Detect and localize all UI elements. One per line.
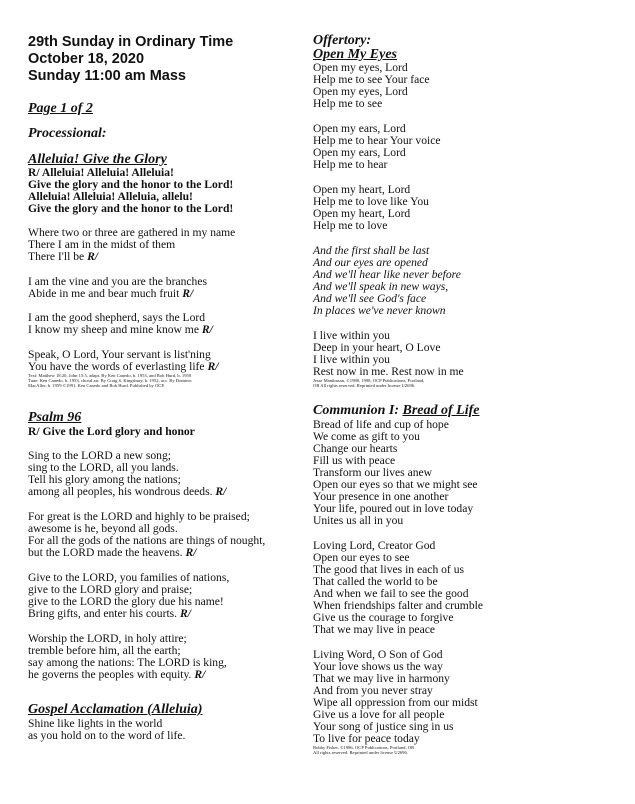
communion-line: To live for peace today: [313, 732, 420, 745]
offertory-italic-line: And the first shall be last: [313, 244, 430, 257]
gospel-line: as you hold on to the word of life.: [28, 729, 186, 742]
offertory-line: Deep in your heart, O Love: [313, 341, 441, 354]
offertory-line: Help me to see Your face: [313, 73, 430, 86]
gospel-acclamation-title: Gospel Acclamation (Alleluia): [28, 702, 203, 717]
offertory-italic-line: In places we've never known: [313, 304, 446, 317]
credit-line: All rights reserved. Reprinted under license U2696.: [313, 750, 408, 755]
offertory-line: I live within you: [313, 353, 390, 366]
psalm-line: give to the LORD the glory due his name!: [28, 595, 224, 608]
verse-line: You have the words of everlasting life R/: [28, 360, 219, 373]
offertory-line: Help me to love like You: [313, 195, 429, 208]
credit-line: OR All rights reserved. Reprinted under license U2696.: [313, 383, 416, 388]
offertory-line: Help me to hear: [313, 158, 388, 171]
credit-line: Jesse Manibusan, ©1988, 1998, OCP Publications, Portland,: [313, 378, 425, 383]
communion-line: Give us the courage to forgive: [313, 611, 454, 624]
psalm-line: For all the gods of the nations are things of nought,: [28, 534, 266, 547]
refrain-line: Give the glory and the honor to the Lord!: [28, 202, 234, 215]
communion-line: That we may live in harmony: [313, 672, 450, 685]
psalm-line: sing to the LORD, all you lands.: [28, 461, 179, 474]
offertory-italic-line: And we'll see God's face: [313, 292, 427, 305]
communion-line: Wipe all oppression from our midst: [313, 696, 478, 709]
offertory-line: Open my ears, Lord: [313, 122, 406, 135]
date: October 18, 2020: [28, 51, 145, 67]
communion-line: Transform our lives anew: [313, 466, 433, 479]
psalm-line: tremble before him, all the earth;: [28, 644, 181, 657]
offertory-italic-line: And we'll hear like never before: [313, 268, 461, 281]
verse-line: There I am in the midst of them: [28, 238, 176, 251]
offertory-song-title: Open My Eyes: [313, 47, 397, 62]
communion-line: When friendships falter and crumble: [313, 599, 483, 612]
page-label: Page 1 of 2: [28, 101, 93, 116]
offertory-line: Open my ears, Lord: [313, 146, 406, 159]
communion-line: Your life, poured out in love today: [313, 502, 474, 515]
offertory-italic-line: And our eyes are opened: [313, 256, 428, 269]
response-mark: R/: [194, 668, 206, 681]
psalm-line: awesome is he, beyond all gods.: [28, 522, 178, 535]
communion-song-title: Bread of Life: [402, 403, 480, 418]
psalm-line: say among the nations: The LORD is king,: [28, 656, 227, 669]
communion-line: The good that lives in each of us: [313, 563, 465, 576]
refrain-line: Alleluia! Alleluia! Alleluia, allelu!: [28, 190, 193, 203]
offertory-line: Open my eyes, Lord: [313, 85, 408, 98]
communion-line: And when we fail to see the good: [313, 587, 469, 600]
offertory-line: Open my heart, Lord: [313, 183, 411, 196]
psalm-line: give to the LORD glory and praise;: [28, 583, 193, 596]
communion-line: Your love shows us the way: [313, 660, 443, 673]
gospel-line: Shine like lights in the world: [28, 717, 163, 730]
offertory-line: Help me to see: [313, 97, 383, 110]
verse-line: Where two or three are gathered in my name: [28, 226, 236, 239]
credit-line: Bobby Fisher, ©1986, OCP Publications, Portland, OR: [313, 745, 415, 750]
refrain-line: Give the glory and the honor to the Lord!: [28, 178, 234, 191]
credit-line: MacAller, b. 1959 ©1991, Ken Canedo and Bob Hurd. Published by OCP.: [28, 383, 165, 388]
credit-line: Text: Matthew 18:20, John 15:5, adapt. By Ken Canedo, b. 1953, and Bob Hurd, b. 1950: [28, 373, 192, 378]
communion-heading: Communion I: Bread of Life: [313, 403, 480, 418]
response-mark: R/: [182, 287, 194, 300]
communion-line: Your song of justice sing in us: [313, 720, 454, 733]
communion-line: Fill us with peace: [313, 454, 396, 467]
offertory-line: Help me to love: [313, 219, 388, 232]
response-mark: R/: [207, 360, 219, 373]
offertory-heading: Offertory:: [313, 33, 372, 48]
processional-song-title: Alleluia! Give the Glory: [28, 152, 167, 167]
communion-line: Your presence in one another: [313, 490, 449, 503]
offertory-line: Help me to hear Your voice: [313, 134, 441, 147]
psalm-line: For great is the LORD and highly to be praised;: [28, 510, 250, 523]
communion-line: Unites us all in you: [313, 514, 404, 527]
psalm-line: he governs the peoples with equity. R/: [28, 668, 206, 681]
verse-line: I know my sheep and mine know me R/: [28, 323, 213, 336]
psalm-response: R/ Give the Lord glory and honor: [28, 425, 195, 438]
communion-line: Give us a love for all people: [313, 708, 445, 721]
offertory-line: Open my eyes, Lord: [313, 61, 408, 74]
communion-line: That we may live in peace: [313, 623, 436, 636]
page-title: 29th Sunday in Ordinary Time: [28, 34, 234, 50]
mass-time: Sunday 11:00 am Mass: [28, 68, 186, 84]
processional-heading: Processional:: [28, 126, 107, 141]
verse-line: I am the vine and you are the branches: [28, 275, 207, 288]
verse-line: There I'll be R/: [28, 250, 99, 263]
verse-line: Abide in me and bear much fruit R/: [28, 287, 194, 300]
communion-line: Open our eyes to see: [313, 551, 410, 564]
communion-line: Loving Lord, Creator God: [313, 539, 436, 552]
psalm-line: Sing to the LORD a new song;: [28, 449, 171, 462]
communion-line: And from you never stray: [313, 684, 433, 697]
psalm-title: Psalm 96: [28, 410, 82, 425]
refrain-line: R/ Alleluia! Alleluia! Alleluia!: [28, 166, 174, 179]
psalm-line: Worship the LORD, in holy attire;: [28, 632, 187, 645]
verse-line: Speak, O Lord, Your servant is list'ning: [28, 348, 211, 361]
response-mark: R/: [215, 485, 227, 498]
credit-line: Tune: Ken Canedo, b. 1953, choral arr. By Craig S. Kingsbury, b. 1952, acc. By Dominic: [28, 378, 192, 383]
response-mark: R/: [201, 323, 213, 336]
verse-line: I am the good shepherd, says the Lord: [28, 311, 206, 324]
psalm-line: but the LORD made the heavens. R/: [28, 546, 197, 559]
offertory-line: Open my heart, Lord: [313, 207, 411, 220]
offertory-line: I live within you: [313, 329, 390, 342]
psalm-line: among all peoples, his wondrous deeds. R/: [28, 485, 227, 498]
psalm-line: Give to the LORD, you families of nations,: [28, 571, 230, 584]
response-mark: R/: [87, 250, 99, 263]
communion-line: Bread of life and cup of hope: [313, 418, 449, 431]
communion-line: Living Word, O Son of God: [313, 648, 443, 661]
offertory-italic-line: And we'll speak in new ways,: [313, 280, 449, 293]
response-mark: R/: [185, 546, 197, 559]
psalm-line: Tell his glory among the nations;: [28, 473, 181, 486]
communion-line: Open our eyes so that we might see: [313, 478, 478, 491]
communion-line: Change our hearts: [313, 442, 398, 455]
communion-line: That called the world to be: [313, 575, 438, 588]
psalm-line: Bring gifts, and enter his courts. R/: [28, 607, 191, 620]
offertory-line: Rest now in me. Rest now in me: [313, 365, 464, 378]
response-mark: R/: [180, 607, 191, 620]
communion-line: We come as gift to you: [313, 430, 420, 443]
